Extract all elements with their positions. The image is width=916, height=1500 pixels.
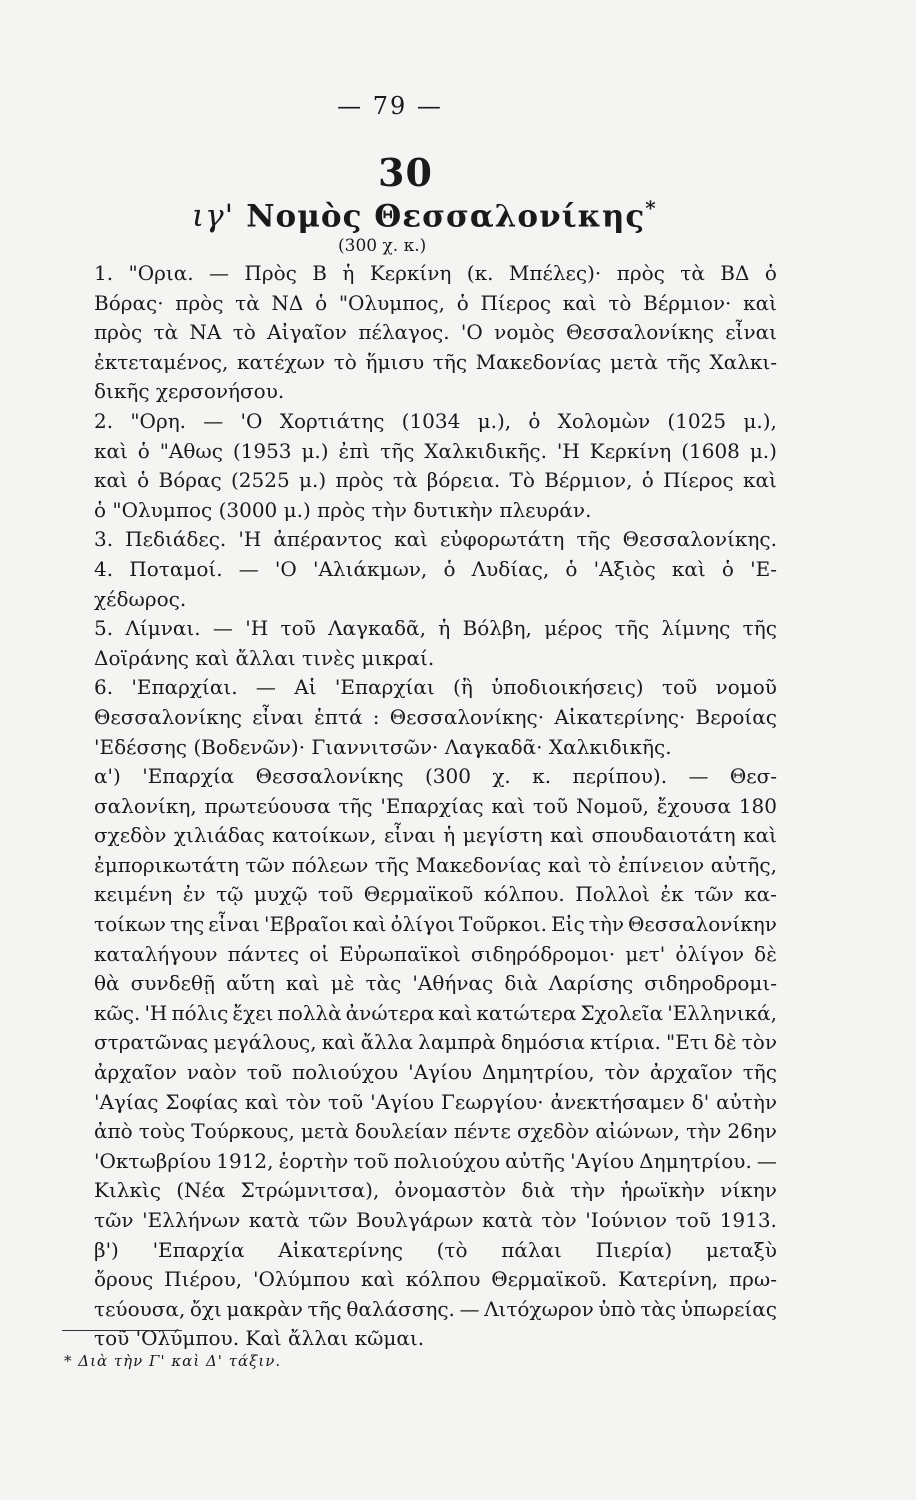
chapter-prefix: ιγ'	[192, 198, 235, 235]
area-note: (300 χ. κ.)	[338, 236, 427, 256]
text-line: καταλήγουν πάντες οἱ Εὐρωπαϊκοὶ σιδηρόδρομοι· μετ' ὀλίγον δὲ	[94, 941, 777, 966]
text-line: Δοϊράνης καὶ ἄλλαι τινὲς μικραί.	[94, 645, 435, 670]
text-line: 'Εδέσσης (Βοδενῶν)· Γιαννιτσῶν· Λαγκαδᾶ· Χαλκιδικῆς.	[94, 734, 672, 759]
text-line: 3. Πεδιάδες. 'Η ἀπέραντος καὶ εὐφορωτάτη τῆς Θεσσαλονίκης.	[94, 527, 777, 552]
text-line: β') 'Επαρχία Αἰκατερίνης (τὸ πάλαι Πιερία) μεταξὺ	[94, 1237, 777, 1262]
text-line: ἐκτεταμένος, κατέχων τὸ ἥμισυ τῆς Μακεδονίας μετὰ τῆς Χαλκι-	[94, 349, 777, 374]
text-line: δικῆς χερσονήσου.	[94, 379, 285, 404]
text-line: Κιλκὶς (Νέα Στρώμνιτσα), ὀνομαστὸν διὰ τὴν ἡρωϊκὴν νίκην	[94, 1178, 777, 1203]
text-line: τοίκων της εἶναι 'Εβραῖοι καὶ ὀλίγοι Τοῦρκοι. Εἰς τὴν Θεσσαλονίκην	[94, 912, 777, 937]
chapter-number: 30	[378, 150, 433, 195]
text-line: χέδωρος.	[94, 586, 187, 611]
text-line: 4. Ποταμοί. — 'Ο 'Αλιάκμων, ὁ Λυδίας, ὁ 'Αξιὸς καὶ ὁ 'Ε-	[94, 556, 777, 581]
text-line: καὶ ὁ Βόρας (2525 μ.) πρὸς τὰ βόρεια. Τὸ Βέρμιον, ὁ Πίερος καὶ	[94, 468, 777, 493]
footnote: * Διὰ τὴν Γ' καὶ Δ' τάξιν.	[64, 1352, 282, 1370]
text-line: τεύουσα, ὄχι μακρὰν τῆς θαλάσσης. — Λιτόχωρον ὑπὸ τὰς ὑπωρείας	[94, 1296, 777, 1321]
text-line: 1. "Ορια. — Πρὸς Β ἡ Κερκίνη (κ. Μπέλες)· πρὸς τὰ ΒΔ ὁ	[94, 261, 777, 285]
page-number: — 79 —	[337, 92, 443, 120]
text-line: Βόρας· πρὸς τὰ ΝΔ ὁ "Ολυμπος, ὁ Πίερος καὶ τὸ Βέρμιον· καὶ	[94, 290, 777, 315]
footnote-marker: *	[645, 196, 657, 220]
body-text	[94, 259, 777, 1354]
text-line: 'Αγίας Σοφίας καὶ τὸν τοῦ 'Αγίου Γεωργίου· ἀνεκτήσαμεν δ' αὐτὴν	[94, 1089, 777, 1114]
text-line: ἀπὸ τοὺς Τούρκους, μετὰ δουλείαν πέντε σχεδὸν αἰώνων, τὴν 26ην	[94, 1119, 777, 1144]
chapter-heading	[192, 196, 657, 234]
text-line: σαλονίκη, πρωτεύουσα τῆς 'Επαρχίας καὶ τοῦ Νομοῦ, ἔχουσα 180	[94, 793, 777, 818]
text-line: καὶ ὁ "Αθως (1953 μ.) ἐπὶ τῆς Χαλκιδικῆς. 'Η Κερκίνη (1608 μ.)	[94, 438, 777, 463]
text-line: τοῦ 'Ολύμπου. Καὶ ἄλλαι κῶμαι.	[94, 1326, 425, 1351]
text-line: κειμένη ἐν τῷ μυχῷ τοῦ Θερμαϊκοῦ κόλπου. Πολλοὶ ἐκ τῶν κα-	[94, 882, 777, 907]
text-line: ὄρους Πιέρου, 'Ολύμπου καὶ κόλπου Θερμαϊκοῦ. Κατερίνη, πρω-	[94, 1267, 777, 1292]
text-line: 5. Λίμναι. — 'Η τοῦ Λαγκαδᾶ, ἡ Βόλβη, μέρος τῆς λίμνης τῆς	[94, 616, 777, 641]
text-line: 2. "Ορη. — 'Ο Χορτιάτης (1034 μ.), ὁ Χολομὼν (1025 μ.),	[94, 408, 777, 433]
text-line: θὰ συνδεθῇ αὕτη καὶ μὲ τὰς 'Αθήνας διὰ Λαρίσης σιδηροδρομι-	[94, 971, 777, 996]
text-line: ἐμπορικωτάτη τῶν πόλεων τῆς Μακεδονίας καὶ τὸ ἐπίνειον αὐτῆς,	[94, 852, 777, 877]
text-line: ἀρχαῖον ναὸν τοῦ πολιούχου 'Αγίου Δημητρίου, τὸν ἀρχαῖον τῆς	[94, 1060, 777, 1085]
text-line: α') 'Επαρχία Θεσσαλονίκης (300 χ. κ. περίπου). — Θεσ-	[94, 764, 777, 789]
text-line: 6. 'Επαρχίαι. — Αἱ 'Επαρχίαι (ἢ ὑποδιοικήσεις) τοῦ νομοῦ	[94, 675, 777, 700]
text-line: τῶν 'Ελλήνων κατὰ τῶν Βουλγάρων κατὰ τὸν 'Ιούνιον τοῦ 1913.	[94, 1208, 777, 1232]
text-line: σχεδὸν χιλιάδας κατοίκων, εἶναι ἡ μεγίστη καὶ σπουδαιοτάτη καὶ	[94, 823, 777, 848]
text-line: 'Οκτωβρίου 1912, ἑορτὴν τοῦ πολιούχου αὐτῆς 'Αγίου Δημητρίου. —	[94, 1148, 777, 1173]
text-line: πρὸς τὰ ΝΑ τὸ Αἰγαῖον πέλαγος. 'Ο νομὸς Θεσσαλονίκης εἶναι	[94, 320, 777, 345]
chapter-title: Νομὸς Θεσσαλονίκης	[246, 198, 646, 235]
text-line: κῶς. 'Η πόλις ἔχει πολλὰ ἀνώτερα καὶ κατώτερα Σχολεῖα 'Ελληνικά,	[94, 1000, 777, 1025]
text-line: Θεσσαλονίκης εἶναι ἑπτά : Θεσσαλονίκης· Αἰκατερίνης· Βεροίας	[94, 704, 777, 729]
text-line: στρατῶνας μεγάλους, καὶ ἄλλα λαμπρὰ δημόσια κτίρια. "Ετι δὲ τὸν	[94, 1030, 777, 1055]
footnote-rule	[62, 1330, 182, 1331]
text-line: ὁ "Ολυμπος (3000 μ.) πρὸς τὴν δυτικὴν πλευράν.	[94, 497, 592, 522]
